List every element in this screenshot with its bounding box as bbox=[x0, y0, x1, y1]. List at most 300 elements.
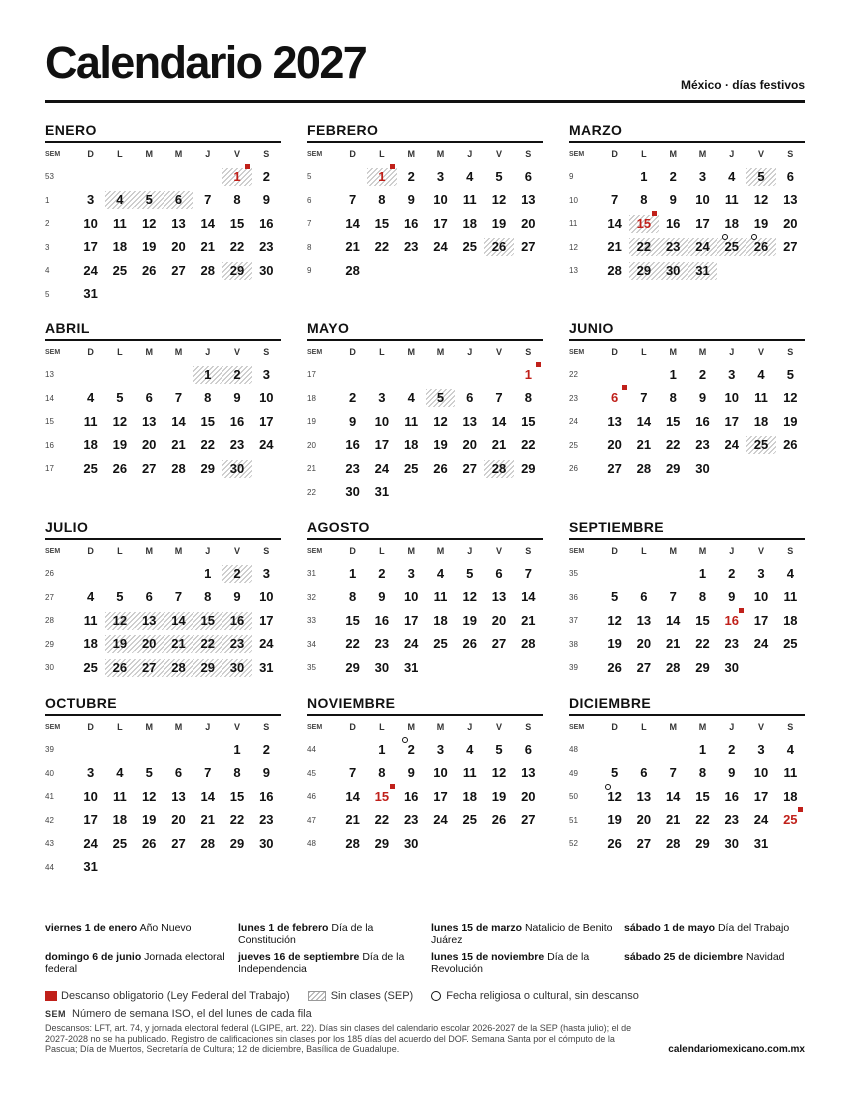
day-cell[interactable]: 29 bbox=[374, 835, 390, 851]
day-cell[interactable]: 20 bbox=[462, 437, 477, 453]
day-cell[interactable]: 14 bbox=[491, 413, 507, 429]
day-cell[interactable]: 19 bbox=[607, 636, 622, 652]
day-cell[interactable]: 9 bbox=[407, 765, 415, 781]
day-cell[interactable]: 16 bbox=[403, 788, 419, 804]
day-cell[interactable]: 2 bbox=[222, 565, 251, 583]
day-cell[interactable]: 26 bbox=[112, 460, 128, 476]
day-cell[interactable]: 22 bbox=[695, 636, 710, 652]
day-cell[interactable]: 25 bbox=[783, 636, 798, 652]
day-cell[interactable]: 23 bbox=[695, 437, 710, 453]
day-cell[interactable]: 7 bbox=[204, 765, 212, 781]
day-cell[interactable]: 22 bbox=[665, 437, 681, 453]
day-cell[interactable]: 23 bbox=[403, 239, 419, 255]
day-cell[interactable]: 8 bbox=[349, 589, 357, 605]
day-cell[interactable]: 5 bbox=[611, 589, 619, 605]
day-cell[interactable]: 9 bbox=[698, 390, 707, 406]
day-cell[interactable]: 28 bbox=[607, 262, 622, 278]
day-cell[interactable]: 21 bbox=[345, 812, 360, 828]
day-cell[interactable]: 25 bbox=[112, 835, 128, 851]
day-cell[interactable]: 30 bbox=[724, 659, 739, 675]
day-cell[interactable]: 6 bbox=[600, 389, 629, 407]
day-cell[interactable]: 22 bbox=[229, 812, 245, 828]
day-cell[interactable]: 14 bbox=[171, 413, 186, 429]
day-cell[interactable]: 7 bbox=[204, 192, 212, 208]
day-cell[interactable]: 17 bbox=[724, 413, 739, 429]
day-cell[interactable]: 16 bbox=[724, 788, 739, 804]
day-cell[interactable]: 27 bbox=[607, 460, 622, 476]
day-cell[interactable]: 2 bbox=[262, 741, 270, 757]
day-cell[interactable]: 30 bbox=[222, 460, 251, 478]
day-cell[interactable]: 20 bbox=[521, 788, 536, 804]
day-cell[interactable]: 13 bbox=[636, 612, 652, 628]
day-cell[interactable]: 20 bbox=[636, 636, 652, 652]
day-cell[interactable]: 28 bbox=[171, 460, 186, 476]
day-cell[interactable]: 3 bbox=[698, 168, 707, 184]
day-cell[interactable]: 24 bbox=[688, 238, 717, 256]
day-cell[interactable]: 16 bbox=[229, 413, 245, 429]
day-cell[interactable]: 15 bbox=[193, 612, 222, 630]
day-cell[interactable]: 24 bbox=[259, 437, 274, 453]
day-cell[interactable]: 18 bbox=[83, 636, 98, 652]
day-cell[interactable]: 25 bbox=[462, 812, 477, 828]
day-cell[interactable]: 22 bbox=[374, 812, 390, 828]
day-cell[interactable]: 7 bbox=[349, 765, 357, 781]
day-cell[interactable]: 16 bbox=[665, 215, 681, 231]
day-cell[interactable]: 22 bbox=[374, 239, 390, 255]
day-cell[interactable]: 8 bbox=[204, 589, 212, 605]
day-cell[interactable]: 9 bbox=[407, 192, 415, 208]
day-cell[interactable]: 1 bbox=[367, 168, 396, 186]
day-cell[interactable]: 31 bbox=[753, 835, 769, 851]
day-cell[interactable]: 19 bbox=[491, 215, 507, 231]
day-cell[interactable]: 4 bbox=[105, 191, 134, 209]
day-cell[interactable]: 21 bbox=[665, 636, 681, 652]
day-cell[interactable]: 29 bbox=[193, 659, 222, 677]
day-cell[interactable]: 7 bbox=[611, 192, 619, 208]
day-cell[interactable]: 27 bbox=[783, 239, 798, 255]
day-cell[interactable]: 24 bbox=[259, 636, 274, 652]
day-cell[interactable]: 11 bbox=[462, 765, 477, 781]
day-cell[interactable]: 14 bbox=[665, 788, 681, 804]
day-cell[interactable]: 12 bbox=[753, 192, 769, 208]
day-cell[interactable]: 25 bbox=[403, 460, 419, 476]
day-cell[interactable]: 12 bbox=[491, 765, 507, 781]
day-cell[interactable]: 3 bbox=[436, 168, 445, 184]
day-cell[interactable]: 13 bbox=[171, 788, 186, 804]
day-cell[interactable]: 16 bbox=[222, 612, 251, 630]
day-cell[interactable]: 18 bbox=[112, 812, 128, 828]
day-cell[interactable]: 13 bbox=[141, 413, 157, 429]
day-cell[interactable]: 21 bbox=[171, 437, 186, 453]
day-cell[interactable]: 23 bbox=[222, 635, 251, 653]
day-cell[interactable]: 13 bbox=[521, 192, 536, 208]
day-cell[interactable]: 29 bbox=[200, 460, 215, 476]
day-cell[interactable]: 27 bbox=[521, 239, 536, 255]
day-cell[interactable]: 11 bbox=[83, 413, 98, 429]
day-cell[interactable]: 13 bbox=[521, 765, 536, 781]
day-cell[interactable]: 5 bbox=[116, 589, 124, 605]
day-cell[interactable]: 5 bbox=[116, 390, 124, 406]
day-cell[interactable]: 2 bbox=[669, 168, 677, 184]
day-cell[interactable]: 11 bbox=[113, 788, 127, 804]
day-cell[interactable]: 12 bbox=[607, 612, 622, 628]
day-cell[interactable]: 30 bbox=[259, 835, 274, 851]
day-cell[interactable]: 25 bbox=[83, 659, 98, 675]
day-cell[interactable]: 2 bbox=[728, 565, 736, 581]
day-cell[interactable]: 1 bbox=[378, 741, 386, 757]
day-cell[interactable]: 30 bbox=[659, 262, 688, 280]
day-cell[interactable]: 27 bbox=[491, 636, 507, 652]
day-cell[interactable]: 19 bbox=[462, 612, 477, 628]
day-cell[interactable]: 6 bbox=[145, 589, 153, 605]
day-cell[interactable]: 5 bbox=[746, 168, 775, 186]
day-cell[interactable]: 17 bbox=[753, 612, 769, 628]
day-cell[interactable]: 4 bbox=[786, 741, 794, 757]
day-cell[interactable]: 23 bbox=[403, 812, 419, 828]
day-cell[interactable]: 17 bbox=[374, 437, 390, 453]
day-cell[interactable]: 17 bbox=[433, 215, 448, 231]
day-cell[interactable]: 4 bbox=[87, 589, 95, 605]
day-cell[interactable]: 28 bbox=[665, 835, 681, 851]
day-cell[interactable]: 21 bbox=[200, 239, 215, 255]
day-cell[interactable]: 27 bbox=[636, 835, 652, 851]
day-cell[interactable]: 21 bbox=[521, 612, 536, 628]
day-cell[interactable]: 12 bbox=[783, 390, 798, 406]
day-cell[interactable]: 24 bbox=[374, 460, 390, 476]
day-cell[interactable]: 6 bbox=[145, 390, 153, 406]
day-cell[interactable]: 15 bbox=[200, 413, 215, 429]
day-cell[interactable]: 12 bbox=[600, 788, 629, 806]
day-cell[interactable]: 29 bbox=[665, 460, 681, 476]
day-cell[interactable]: 16 bbox=[374, 612, 390, 628]
day-cell[interactable]: 8 bbox=[233, 765, 241, 781]
day-cell[interactable]: 20 bbox=[783, 215, 798, 231]
day-cell[interactable]: 17 bbox=[433, 788, 448, 804]
day-cell[interactable]: 29 bbox=[695, 835, 710, 851]
day-cell[interactable]: 24 bbox=[753, 812, 769, 828]
day-cell[interactable]: 10 bbox=[695, 192, 710, 208]
day-cell[interactable]: 20 bbox=[141, 437, 157, 453]
day-cell[interactable]: 28 bbox=[636, 460, 652, 476]
day-cell[interactable]: 21 bbox=[636, 437, 652, 453]
day-cell[interactable]: 6 bbox=[524, 168, 532, 184]
day-cell[interactable]: 4 bbox=[466, 741, 474, 757]
day-cell[interactable]: 26 bbox=[433, 460, 448, 476]
day-cell[interactable]: 26 bbox=[141, 835, 157, 851]
day-cell[interactable]: 30 bbox=[222, 659, 251, 677]
day-cell[interactable]: 4 bbox=[407, 390, 415, 406]
day-cell[interactable]: 11 bbox=[433, 589, 448, 605]
day-cell[interactable]: 4 bbox=[757, 366, 765, 382]
day-cell[interactable]: 23 bbox=[724, 636, 739, 652]
day-cell[interactable]: 27 bbox=[521, 812, 536, 828]
day-cell[interactable]: 21 bbox=[491, 437, 507, 453]
day-cell[interactable]: 25 bbox=[83, 460, 98, 476]
day-cell[interactable]: 21 bbox=[345, 239, 360, 255]
day-cell[interactable]: 13 bbox=[491, 589, 507, 605]
day-cell[interactable]: 28 bbox=[200, 835, 215, 851]
day-cell[interactable]: 29 bbox=[521, 460, 536, 476]
day-cell[interactable]: 20 bbox=[171, 812, 186, 828]
day-cell[interactable]: 6 bbox=[640, 589, 648, 605]
day-cell[interactable]: 22 bbox=[200, 437, 215, 453]
day-cell[interactable]: 8 bbox=[378, 765, 386, 781]
day-cell[interactable]: 4 bbox=[116, 765, 124, 781]
day-cell[interactable]: 18 bbox=[753, 413, 769, 429]
day-cell[interactable]: 26 bbox=[141, 262, 157, 278]
day-cell[interactable]: 12 bbox=[105, 612, 134, 630]
day-cell[interactable]: 5 bbox=[426, 389, 455, 407]
day-cell[interactable]: 19 bbox=[433, 437, 448, 453]
day-cell[interactable]: 7 bbox=[640, 390, 648, 406]
day-cell[interactable]: 3 bbox=[407, 565, 415, 581]
day-cell[interactable]: 7 bbox=[669, 765, 677, 781]
day-cell[interactable]: 26 bbox=[462, 636, 477, 652]
day-cell[interactable]: 25 bbox=[112, 262, 128, 278]
day-cell[interactable]: 10 bbox=[403, 589, 419, 605]
day-cell[interactable]: 18 bbox=[83, 437, 98, 453]
day-cell[interactable]: 12 bbox=[491, 192, 507, 208]
day-cell[interactable]: 1 bbox=[193, 366, 222, 384]
day-cell[interactable]: 4 bbox=[466, 168, 474, 184]
day-cell[interactable]: 8 bbox=[524, 390, 532, 406]
day-cell[interactable]: 23 bbox=[259, 812, 274, 828]
day-cell[interactable]: 1 bbox=[349, 565, 357, 581]
day-cell[interactable]: 22 bbox=[695, 812, 710, 828]
day-cell[interactable]: 29 bbox=[345, 659, 360, 675]
day-cell[interactable]: 12 bbox=[433, 413, 448, 429]
day-cell[interactable]: 27 bbox=[171, 835, 186, 851]
day-cell[interactable]: 5 bbox=[145, 765, 153, 781]
day-cell[interactable]: 17 bbox=[403, 612, 419, 628]
day-cell[interactable]: 5 bbox=[466, 565, 474, 581]
day-cell[interactable]: 10 bbox=[433, 765, 448, 781]
day-cell[interactable]: 17 bbox=[83, 239, 98, 255]
day-cell[interactable]: 14 bbox=[200, 215, 215, 231]
day-cell[interactable]: 26 bbox=[607, 659, 622, 675]
day-cell[interactable]: 13 bbox=[636, 788, 652, 804]
day-cell[interactable]: 17 bbox=[695, 215, 710, 231]
day-cell[interactable]: 3 bbox=[757, 565, 765, 581]
day-cell[interactable]: 13 bbox=[783, 192, 798, 208]
day-cell[interactable]: 22 bbox=[345, 636, 360, 652]
day-cell[interactable]: 9 bbox=[233, 390, 241, 406]
day-cell[interactable]: 10 bbox=[374, 413, 390, 429]
day-cell[interactable]: 16 bbox=[345, 437, 360, 453]
day-cell[interactable]: 24 bbox=[83, 835, 98, 851]
day-cell[interactable]: 21 bbox=[200, 812, 215, 828]
day-cell[interactable]: 30 bbox=[724, 835, 739, 851]
day-cell[interactable]: 12 bbox=[141, 788, 157, 804]
day-cell[interactable]: 11 bbox=[113, 215, 127, 231]
day-cell[interactable]: 9 bbox=[233, 589, 241, 605]
day-cell[interactable]: 20 bbox=[636, 812, 652, 828]
day-cell[interactable]: 7 bbox=[495, 390, 503, 406]
day-cell[interactable]: 14 bbox=[636, 413, 652, 429]
day-cell[interactable]: 2 bbox=[397, 741, 426, 759]
day-cell[interactable]: 29 bbox=[695, 659, 710, 675]
day-cell[interactable]: 15 bbox=[665, 413, 681, 429]
day-cell[interactable]: 18 bbox=[112, 239, 128, 255]
day-cell[interactable]: 16 bbox=[259, 788, 274, 804]
day-cell[interactable]: 6 bbox=[786, 168, 794, 184]
day-cell[interactable]: 27 bbox=[462, 460, 477, 476]
day-cell[interactable]: 8 bbox=[233, 192, 241, 208]
day-cell[interactable]: 5 bbox=[495, 168, 503, 184]
day-cell[interactable]: 6 bbox=[524, 741, 532, 757]
day-cell[interactable]: 20 bbox=[171, 239, 186, 255]
day-cell[interactable]: 12 bbox=[112, 413, 128, 429]
day-cell[interactable]: 18 bbox=[462, 788, 477, 804]
day-cell[interactable]: 1 bbox=[669, 366, 677, 382]
day-cell[interactable]: 22 bbox=[521, 437, 536, 453]
day-cell[interactable]: 24 bbox=[433, 239, 448, 255]
day-cell[interactable]: 28 bbox=[164, 659, 193, 677]
day-cell[interactable]: 19 bbox=[491, 788, 507, 804]
day-cell[interactable]: 28 bbox=[484, 460, 513, 478]
day-cell[interactable]: 27 bbox=[141, 460, 157, 476]
day-cell[interactable]: 15 bbox=[521, 413, 536, 429]
day-cell[interactable]: 19 bbox=[607, 812, 622, 828]
day-cell[interactable]: 26 bbox=[105, 659, 134, 677]
day-cell[interactable]: 10 bbox=[753, 589, 769, 605]
day-cell[interactable]: 31 bbox=[83, 286, 98, 302]
day-cell[interactable]: 17 bbox=[83, 812, 98, 828]
day-cell[interactable]: 27 bbox=[636, 659, 652, 675]
day-cell[interactable]: 16 bbox=[403, 215, 419, 231]
day-cell[interactable]: 31 bbox=[403, 659, 419, 675]
day-cell[interactable]: 3 bbox=[757, 741, 765, 757]
day-cell[interactable]: 31 bbox=[259, 659, 274, 675]
day-cell[interactable]: 28 bbox=[521, 636, 536, 652]
day-cell[interactable]: 30 bbox=[345, 484, 360, 500]
day-cell[interactable]: 8 bbox=[378, 192, 386, 208]
day-cell[interactable]: 29 bbox=[229, 835, 245, 851]
day-cell[interactable]: 18 bbox=[724, 215, 739, 231]
day-cell[interactable]: 28 bbox=[665, 659, 681, 675]
day-cell[interactable]: 1 bbox=[204, 565, 212, 581]
day-cell[interactable]: 19 bbox=[753, 215, 769, 231]
day-cell[interactable]: 28 bbox=[200, 262, 215, 278]
day-cell[interactable]: 24 bbox=[83, 262, 98, 278]
day-cell[interactable]: 8 bbox=[698, 589, 707, 605]
day-cell[interactable]: 5 bbox=[135, 191, 164, 209]
day-cell[interactable]: 12 bbox=[462, 589, 477, 605]
day-cell[interactable]: 19 bbox=[105, 635, 134, 653]
day-cell[interactable]: 9 bbox=[262, 192, 270, 208]
day-cell[interactable]: 3 bbox=[262, 565, 270, 581]
day-cell[interactable]: 25 bbox=[746, 436, 775, 454]
day-cell[interactable]: 10 bbox=[433, 192, 448, 208]
day-cell[interactable]: 13 bbox=[607, 413, 622, 429]
site-url[interactable]: calendariomexicano.com.mx bbox=[668, 1044, 805, 1055]
day-cell[interactable]: 18 bbox=[462, 215, 477, 231]
day-cell[interactable]: 7 bbox=[174, 589, 183, 605]
day-cell[interactable]: 8 bbox=[640, 192, 648, 208]
day-cell[interactable]: 3 bbox=[378, 390, 386, 406]
day-cell[interactable]: 11 bbox=[724, 192, 739, 208]
day-cell[interactable]: 15 bbox=[229, 788, 245, 804]
day-cell[interactable]: 23 bbox=[659, 238, 688, 256]
day-cell[interactable]: 2 bbox=[378, 565, 386, 581]
day-cell[interactable]: 6 bbox=[174, 765, 183, 781]
day-cell[interactable]: 31 bbox=[688, 262, 717, 280]
day-cell[interactable]: 19 bbox=[783, 413, 798, 429]
day-cell[interactable]: 23 bbox=[374, 636, 390, 652]
day-cell[interactable]: 28 bbox=[345, 262, 360, 278]
day-cell[interactable]: 30 bbox=[695, 460, 710, 476]
day-cell[interactable]: 22 bbox=[629, 238, 658, 256]
day-cell[interactable]: 20 bbox=[521, 215, 536, 231]
day-cell[interactable]: 11 bbox=[83, 612, 98, 628]
day-cell[interactable]: 1 bbox=[233, 741, 241, 757]
day-cell[interactable]: 22 bbox=[193, 635, 222, 653]
day-cell[interactable]: 10 bbox=[753, 765, 769, 781]
day-cell[interactable]: 2 bbox=[222, 366, 251, 384]
day-cell[interactable]: 7 bbox=[524, 565, 532, 581]
day-cell[interactable]: 17 bbox=[753, 788, 769, 804]
day-cell[interactable]: 13 bbox=[462, 413, 477, 429]
day-cell[interactable]: 20 bbox=[607, 437, 622, 453]
day-cell[interactable]: 4 bbox=[436, 565, 445, 581]
day-cell[interactable]: 16 bbox=[259, 215, 274, 231]
day-cell[interactable]: 9 bbox=[262, 765, 270, 781]
day-cell[interactable]: 29 bbox=[222, 262, 251, 280]
day-cell[interactable]: 15 bbox=[695, 788, 710, 804]
day-cell[interactable]: 18 bbox=[783, 612, 798, 628]
day-cell[interactable]: 13 bbox=[135, 612, 164, 630]
day-cell[interactable]: 20 bbox=[491, 612, 507, 628]
day-cell[interactable]: 1 bbox=[222, 168, 251, 186]
day-cell[interactable]: 24 bbox=[433, 812, 448, 828]
day-cell[interactable]: 24 bbox=[724, 437, 739, 453]
day-cell[interactable]: 16 bbox=[695, 413, 710, 429]
day-cell[interactable]: 18 bbox=[783, 788, 798, 804]
day-cell[interactable]: 25 bbox=[462, 239, 477, 255]
day-cell[interactable]: 29 bbox=[629, 262, 658, 280]
day-cell[interactable]: 2 bbox=[407, 168, 415, 184]
day-cell[interactable]: 4 bbox=[786, 565, 794, 581]
day-cell[interactable]: 17 bbox=[259, 413, 274, 429]
day-cell[interactable]: 18 bbox=[433, 612, 448, 628]
day-cell[interactable]: 15 bbox=[695, 612, 710, 628]
day-cell[interactable]: 23 bbox=[345, 460, 360, 476]
day-cell[interactable]: 2 bbox=[698, 366, 707, 382]
day-cell[interactable]: 11 bbox=[462, 192, 477, 208]
day-cell[interactable]: 17 bbox=[259, 612, 274, 628]
day-cell[interactable]: 15 bbox=[367, 788, 396, 806]
day-cell[interactable]: 2 bbox=[349, 390, 357, 406]
day-cell[interactable]: 1 bbox=[514, 366, 543, 384]
day-cell[interactable]: 26 bbox=[746, 238, 775, 256]
day-cell[interactable]: 23 bbox=[724, 812, 739, 828]
day-cell[interactable]: 24 bbox=[753, 636, 769, 652]
day-cell[interactable]: 12 bbox=[141, 215, 157, 231]
day-cell[interactable]: 19 bbox=[141, 239, 157, 255]
day-cell[interactable]: 24 bbox=[403, 636, 419, 652]
day-cell[interactable]: 31 bbox=[374, 484, 390, 500]
day-cell[interactable]: 9 bbox=[378, 589, 386, 605]
day-cell[interactable]: 5 bbox=[611, 765, 619, 781]
day-cell[interactable]: 7 bbox=[349, 192, 357, 208]
day-cell[interactable]: 14 bbox=[665, 612, 681, 628]
day-cell[interactable]: 4 bbox=[87, 390, 95, 406]
day-cell[interactable]: 26 bbox=[484, 238, 513, 256]
day-cell[interactable]: 14 bbox=[521, 589, 536, 605]
day-cell[interactable]: 10 bbox=[83, 788, 98, 804]
day-cell[interactable]: 19 bbox=[141, 812, 157, 828]
day-cell[interactable]: 8 bbox=[204, 390, 212, 406]
